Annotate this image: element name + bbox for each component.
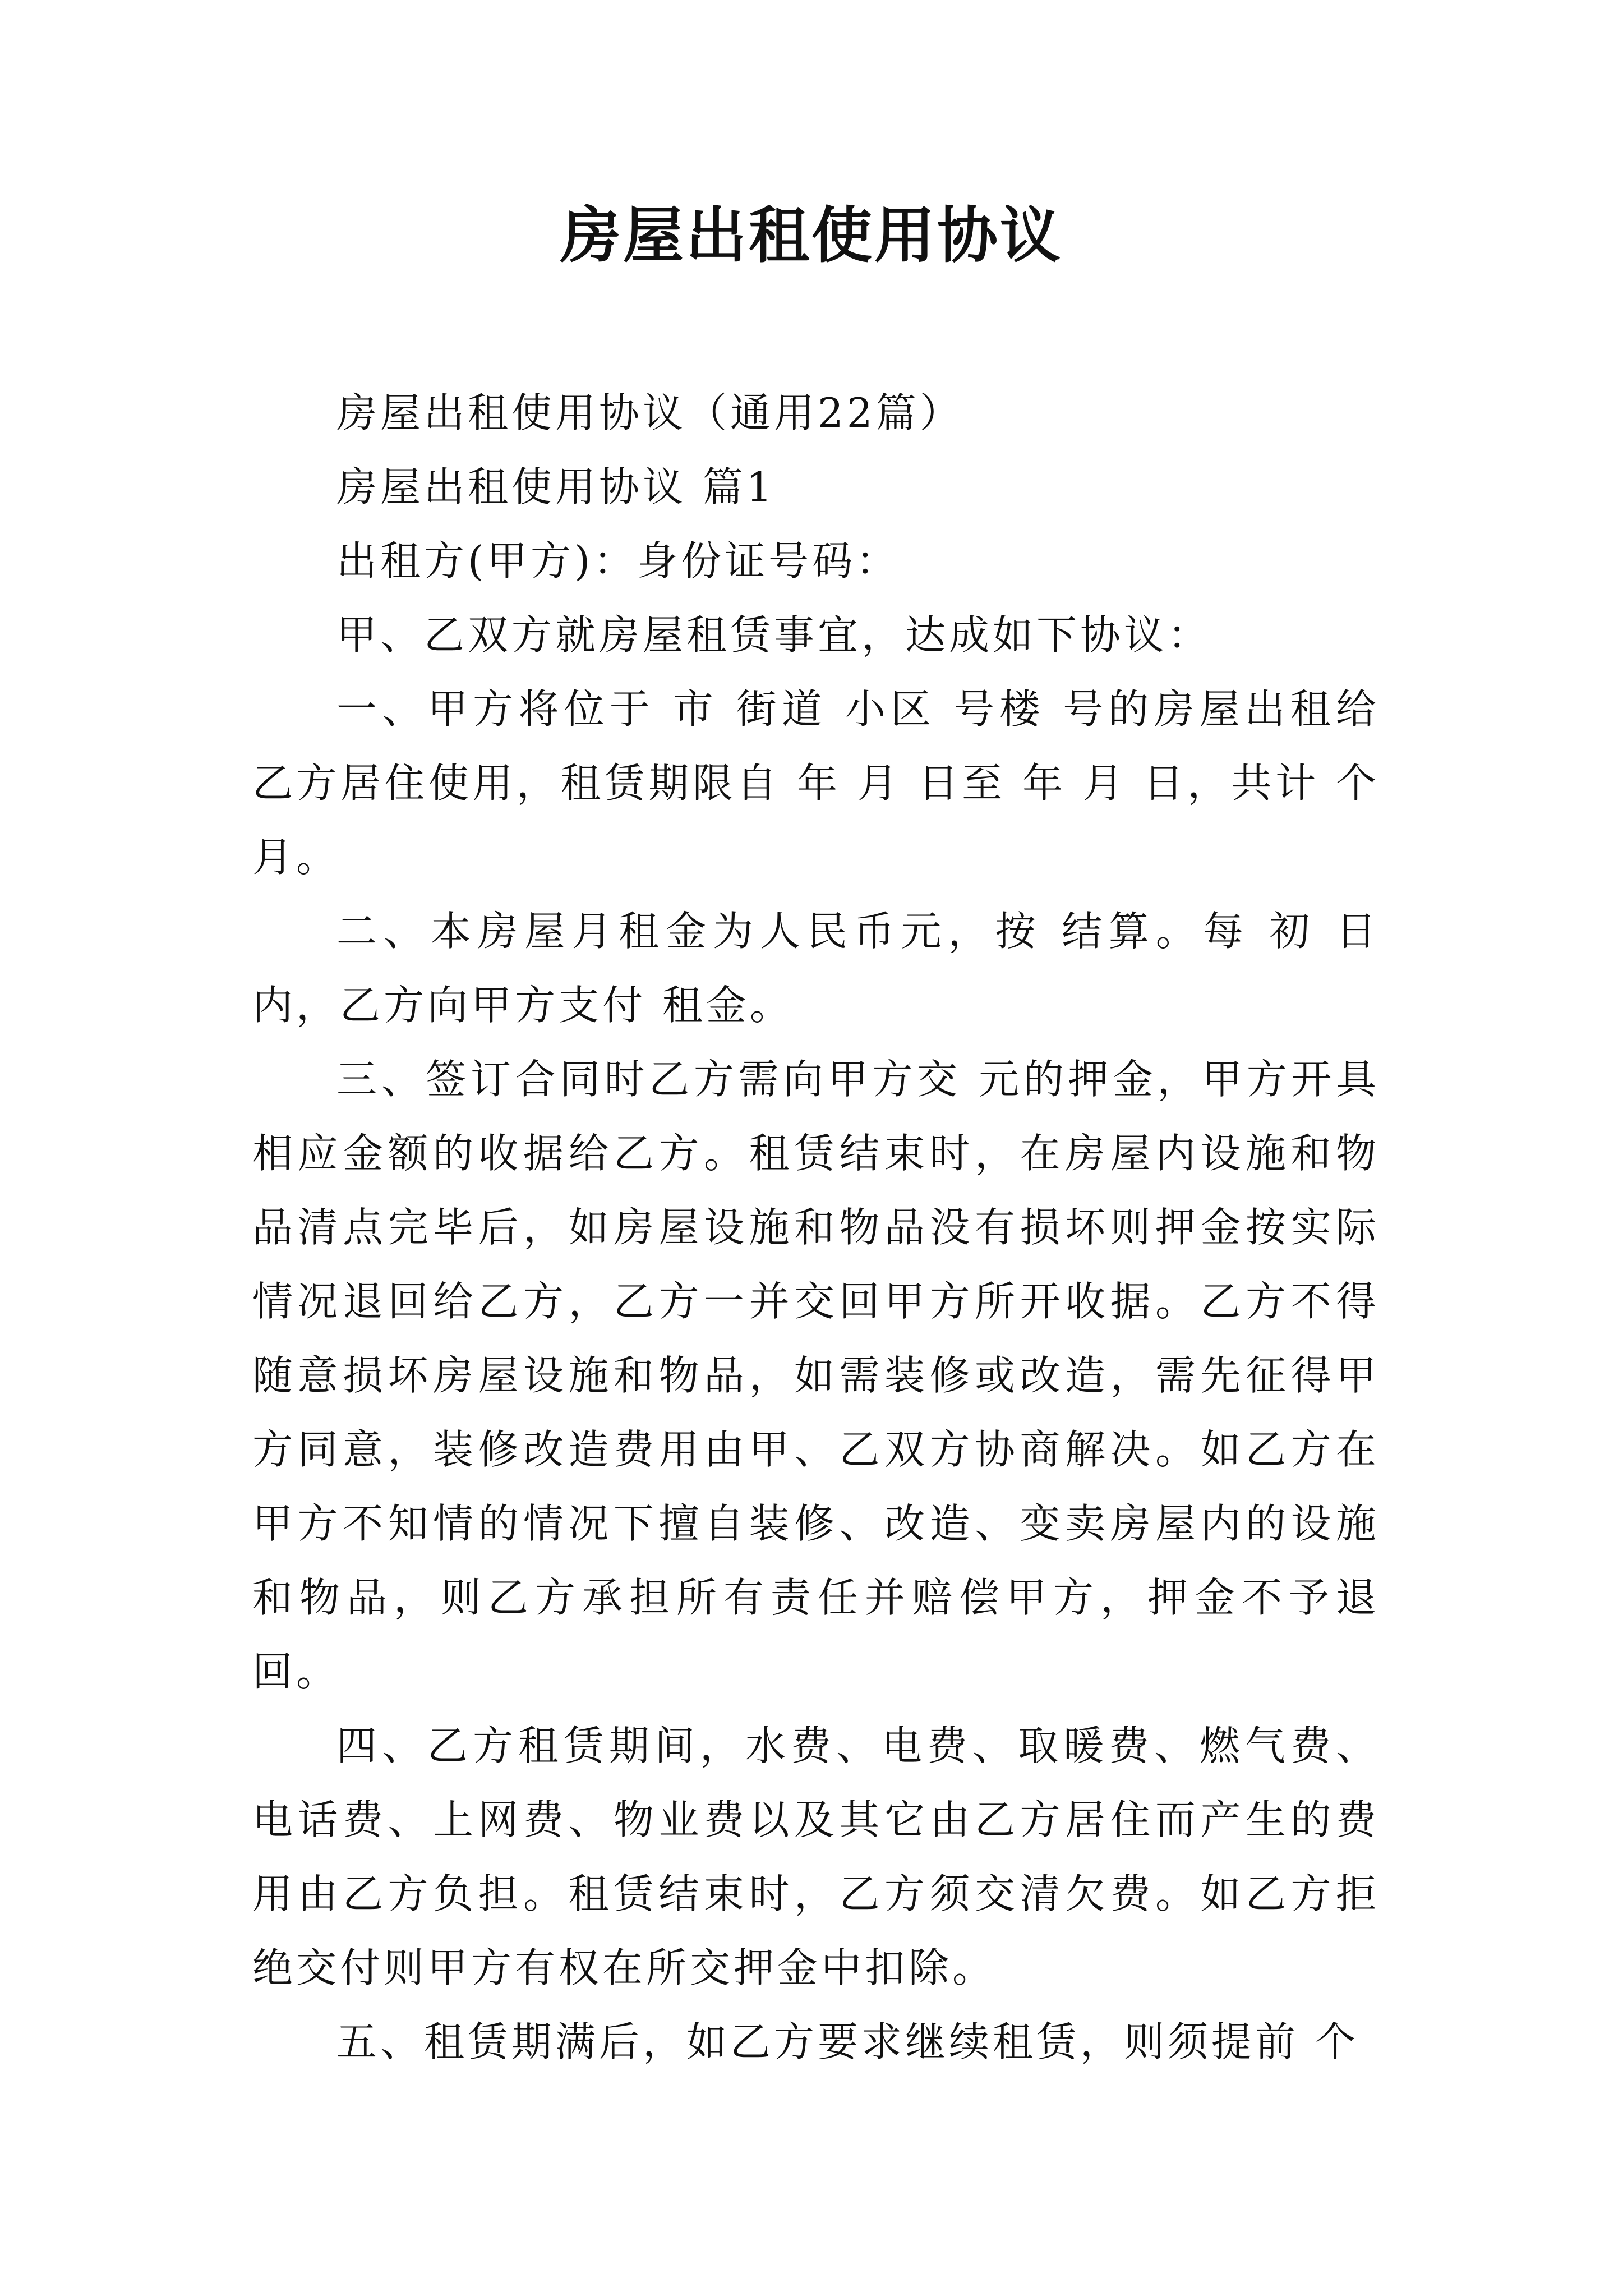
- clause-2: 二、本房屋月租金为人民币元，按 结算。每 初 日内，乙方向甲方支付 租金。: [252, 908, 1380, 1029]
- clause-1: 一、甲方将位于 市 街道 小区 号楼 号的房屋出租给乙方居住使用，租赁期限自 年 月 日至 年 月 日，共计 个月。: [252, 685, 1380, 881]
- section-heading: 房屋出租使用协议 篇1: [336, 463, 776, 510]
- doc-subtitle: 房屋出租使用协议（通用22篇）: [336, 389, 963, 436]
- intro-paragraph: 甲、乙双方就房屋租赁事宜，达成如下协议：: [336, 611, 1212, 659]
- clause-5: 五、租赁期满后，如乙方要求继续租赁，则须提前 个: [336, 2018, 1359, 2065]
- clause-4: 四、乙方租赁期间，水费、电费、取暖费、燃气费、电话费、上网费、物业费以及其它由乙方居住而产生的费用由乙方负担。租赁结束时，乙方须交清欠费。如乙方拒绝交付则甲方有权在所交押金中扣除。: [252, 1722, 1380, 1991]
- party-line: 出租方(甲方)：身份证号码：: [336, 537, 900, 585]
- document-body: [252, 376, 1380, 2079]
- clause-3: 三、签订合同时乙方需向甲方交 元的押金，甲方开具相应金额的收据给乙方。租赁结束时，在房屋内设施和物品清点完毕后，如房屋设施和物品没有损坏则押金按实际情况退回给乙方，乙方一并交回甲方所开收据。乙方不得随意损坏房屋设施和物品，如需装修或改造，需先征得甲方同意，装修改造费用由甲、乙双方协商解决。如乙方在甲方不知情的情况下擅自装修、改造、变卖房屋内的设施和物品，则乙方承担所有责任并赔偿甲方，押金不予退回。: [252, 1056, 1380, 1695]
- document-title: 房屋出租使用协议: [560, 200, 1063, 271]
